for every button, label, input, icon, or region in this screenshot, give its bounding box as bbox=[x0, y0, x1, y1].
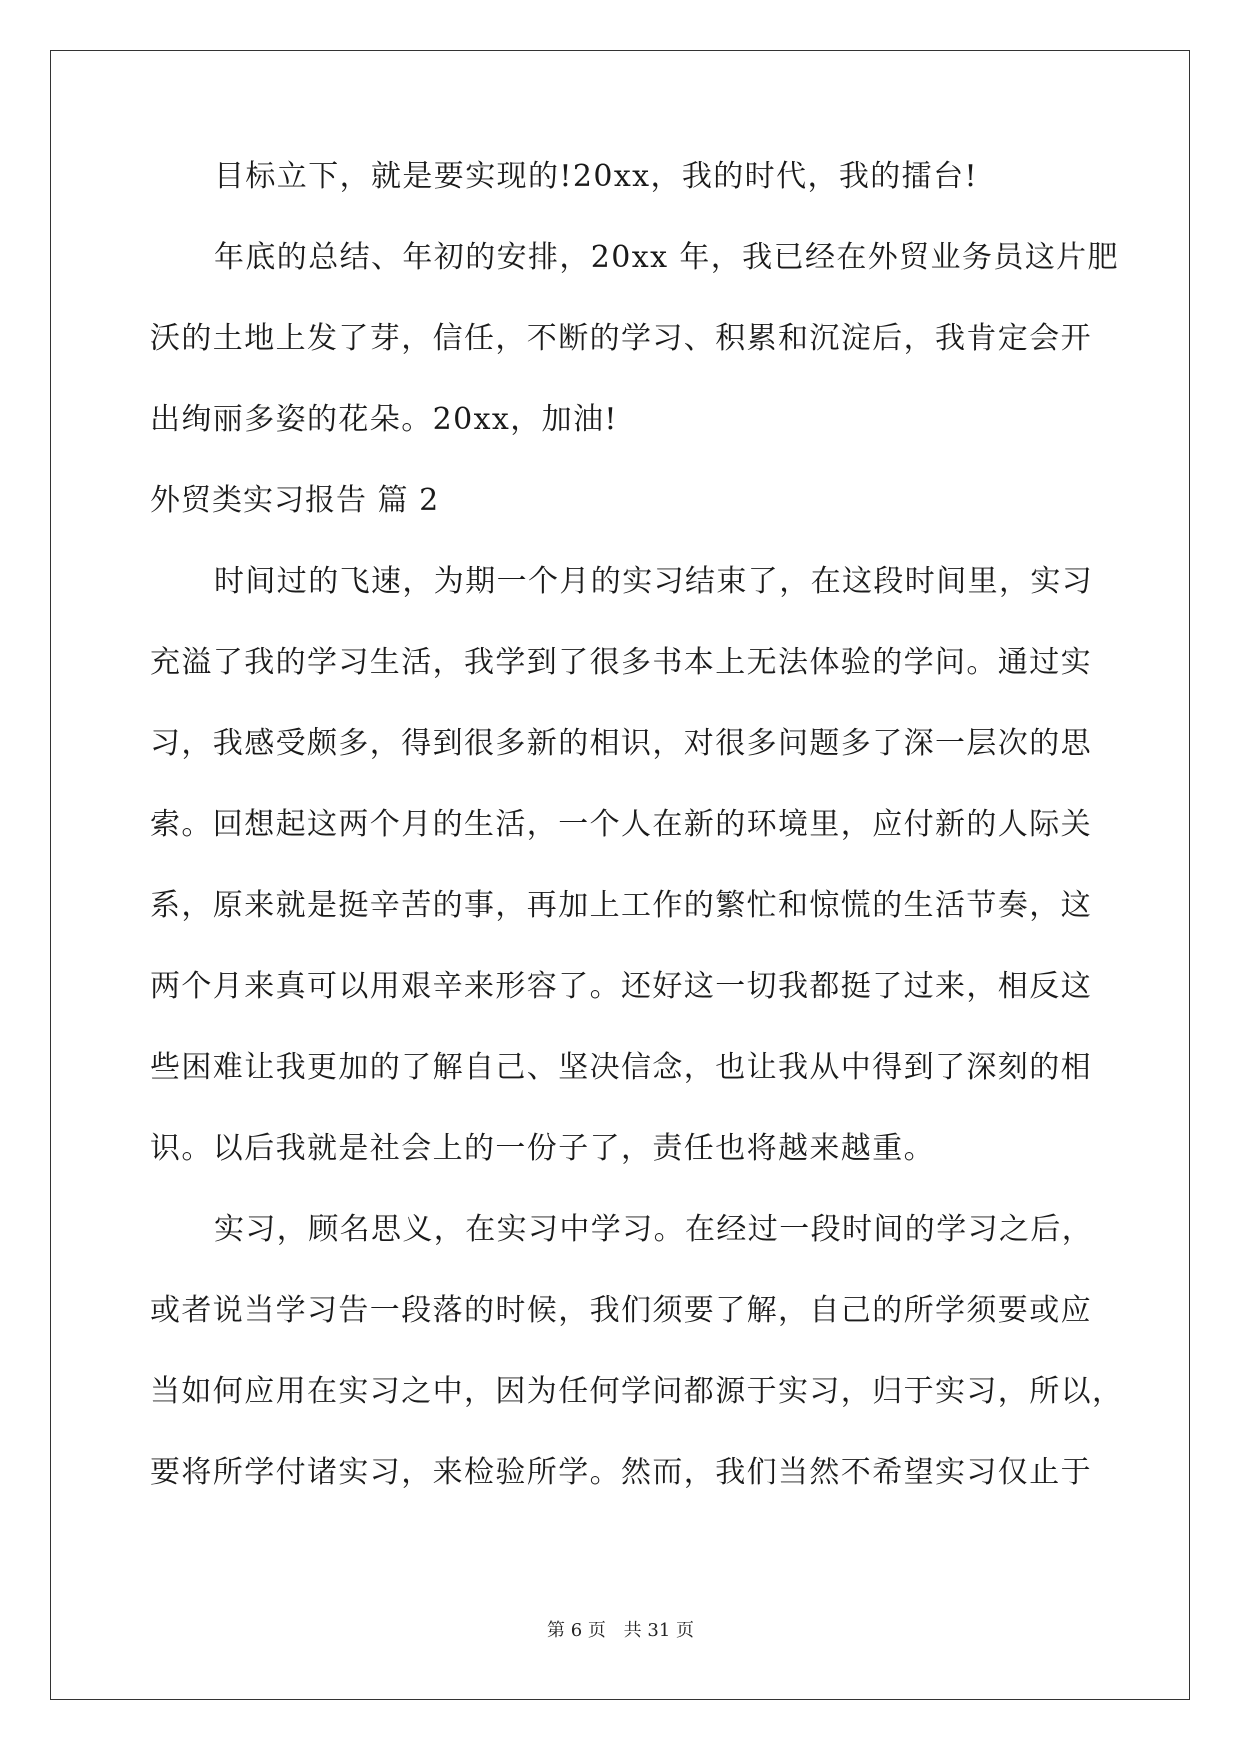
paragraph-line: 出绚丽多姿的花朵。20xx，加油! bbox=[150, 402, 618, 437]
paragraph-line: 索。回想起这两个月的生活，一个人在新的环境里，应付新的人际关 bbox=[150, 807, 1092, 842]
paragraph-line: 识。以后我就是社会上的一份子了，责任也将越来越重。 bbox=[150, 1131, 935, 1166]
paragraph-line: 当如何应用在实习之中，因为任何学问都源于实习，归于实习，所以， bbox=[150, 1374, 1124, 1409]
paragraph-line: 些困难让我更加的了解自己、坚决信念，也让我从中得到了深刻的相 bbox=[150, 1050, 1092, 1085]
paragraph-line: 年底的总结、年初的安排，20xx 年，我已经在外贸业务员这片肥 bbox=[214, 240, 1119, 275]
paragraph-line: 习，我感受颇多，得到很多新的相识，对很多问题多了深一层次的思 bbox=[150, 726, 1092, 761]
paragraph-line: 时间过的飞速，为期一个月的实习结束了，在这段时间里，实习 bbox=[214, 564, 1094, 599]
paragraph-line: 或者说当学习告一段落的时候，我们须要了解，自己的所学须要或应 bbox=[150, 1293, 1092, 1328]
section-heading: 外贸类实习报告 篇 2 bbox=[150, 483, 440, 518]
paragraph-line: 系，原来就是挺辛苦的事，再加上工作的繁忙和惊慌的生活节奏，这 bbox=[150, 888, 1092, 923]
paragraph-line: 要将所学付诸实习，来检验所学。然而，我们当然不希望实习仅止于 bbox=[150, 1455, 1092, 1490]
paragraph-line: 两个月来真可以用艰辛来形容了。还好这一切我都挺了过来，相反这 bbox=[150, 969, 1092, 1004]
page-footer bbox=[0, 1619, 1241, 1643]
document-body bbox=[150, 157, 1124, 1493]
paragraph-line: 实习，顾名思义，在实习中学习。在经过一段时间的学习之后， bbox=[214, 1212, 1094, 1247]
paragraph-line: 沃的土地上发了芽，信任，不断的学习、积累和沉淀后，我肯定会开 bbox=[150, 321, 1092, 356]
page-number-current: 第 6 页 bbox=[547, 1620, 606, 1641]
paragraph-line: 目标立下，就是要实现的!20xx，我的时代，我的擂台! bbox=[214, 159, 978, 194]
paragraph-line: 充溢了我的学习生活，我学到了很多书本上无法体验的学问。通过实 bbox=[150, 645, 1092, 680]
page-number-total: 共 31 页 bbox=[623, 1620, 694, 1641]
